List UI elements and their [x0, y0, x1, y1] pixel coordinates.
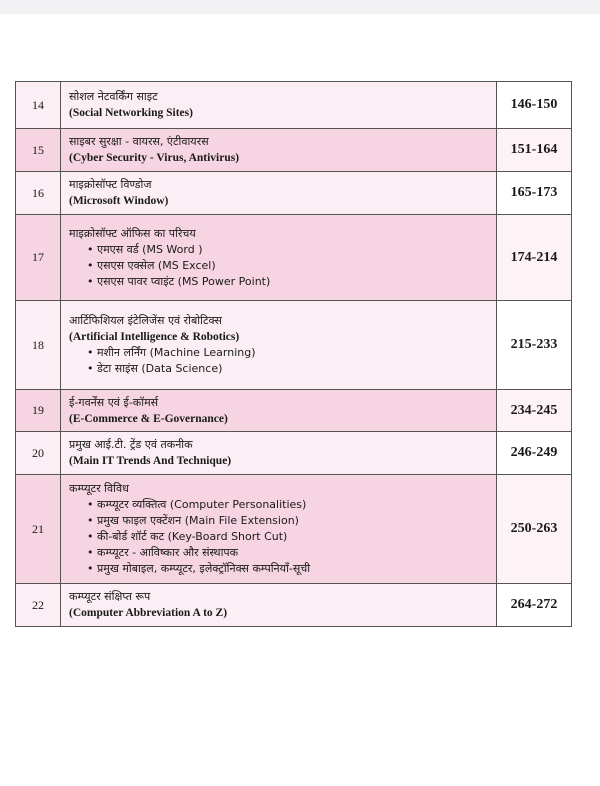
topic-item: • प्रमुख मोबाइल, कम्प्यूटर, इलेक्ट्रॉनिक्स कम्पनियाँ-सूची	[87, 561, 490, 577]
topic-item: • प्रमुख फाइल एक्टेंशन (Main File Extension)	[87, 513, 490, 529]
topic-item: • एमएस वर्ड (MS Word )	[87, 242, 490, 258]
topic-item: • एसएस पावर प्वाइंट (MS Power Point)	[87, 274, 490, 290]
chapter-description	[61, 475, 497, 584]
toc-row	[16, 475, 572, 584]
chapter-subtitle: (Artificial Intelligence & Robotics)	[69, 331, 240, 343]
chapter-subtitle: (Social Networking Sites)	[69, 107, 193, 119]
page-range: 264-272	[497, 584, 572, 627]
chapter-description	[61, 215, 497, 301]
chapter-number: 18	[16, 301, 61, 390]
chapter-description	[61, 82, 497, 129]
toc-row	[16, 584, 572, 627]
chapter-number: 16	[16, 172, 61, 215]
chapter-number: 17	[16, 215, 61, 301]
chapter-subtitle: (Microsoft Window)	[69, 195, 169, 207]
chapter-title: ई-गवर्नेंस एवं ई-कॉमर्स	[69, 395, 159, 409]
chapter-subtitle: (Cyber Security - Virus, Antivirus)	[69, 152, 240, 164]
chapter-title: कम्प्यूटर संक्षिप्त रूप	[69, 590, 151, 603]
chapter-subtitle: (Computer Abbreviation A to Z)	[69, 607, 228, 619]
chapter-title: आर्टिफिशियल इंटेलिजेंस एवं रोबोटिक्स	[69, 314, 222, 327]
top-band	[0, 0, 600, 14]
chapter-subtitle: (Main IT Trends And Technique)	[69, 455, 232, 467]
page-range: 234-245	[497, 390, 572, 432]
page-range: 146-150	[497, 82, 572, 129]
chapter-title: प्रमुख आई.टी. ट्रेंड एवं तकनीक	[69, 438, 193, 451]
topic-item: • डेटा साइंस (Data Science)	[87, 361, 490, 377]
chapter-description	[61, 301, 497, 390]
toc-row	[16, 301, 572, 390]
chapter-number: 19	[16, 390, 61, 432]
topic-list	[69, 242, 490, 290]
topic-list	[69, 345, 490, 377]
topic-item: • कम्प्यूटर व्यक्तित्व (Computer Personalities)	[87, 497, 490, 513]
chapter-title: माइक्रोसॉफ्ट ऑफिस का परिचय	[69, 226, 196, 240]
chapter-description	[61, 432, 497, 475]
chapter-subtitle: (E-Commerce & E-Governance)	[69, 412, 228, 425]
toc-row	[16, 129, 572, 172]
topic-item: • की-बोर्ड शॉर्ट कट (Key-Board Short Cut)	[87, 529, 490, 545]
chapter-number: 14	[16, 82, 61, 129]
chapter-number: 15	[16, 129, 61, 172]
chapter-description	[61, 390, 497, 432]
chapter-description	[61, 584, 497, 627]
topic-item: • एसएस एक्सेल (MS Excel)	[87, 258, 490, 274]
page-range: 215-233	[497, 301, 572, 390]
page-range: 250-263	[497, 475, 572, 584]
topic-item: • मशीन लर्निंग (Machine Learning)	[87, 345, 490, 361]
toc-row	[16, 215, 572, 301]
chapter-number: 22	[16, 584, 61, 627]
page-range: 246-249	[497, 432, 572, 475]
topic-item: • कम्प्यूटर - आविष्कार और संस्थापक	[87, 545, 490, 561]
chapter-title: सोशल नेटवर्किंग साइट	[69, 90, 158, 103]
chapter-title: माइक्रोसॉफ्ट विण्डोज	[69, 178, 152, 191]
contents-table	[15, 81, 572, 627]
chapter-title: साइबर सुरक्षा - वायरस, एंटीवायरस	[69, 135, 209, 148]
toc-row	[16, 172, 572, 215]
chapter-description	[61, 129, 497, 172]
chapter-number: 21	[16, 475, 61, 584]
toc-row	[16, 82, 572, 129]
chapter-description	[61, 172, 497, 215]
page-range: 151-164	[497, 129, 572, 172]
topic-list	[69, 497, 490, 577]
chapter-title: कम्प्यूटर विविध	[69, 482, 129, 495]
toc-row	[16, 432, 572, 475]
page-range: 165-173	[497, 172, 572, 215]
chapter-number: 20	[16, 432, 61, 475]
page-range: 174-214	[497, 215, 572, 301]
toc-row	[16, 390, 572, 432]
